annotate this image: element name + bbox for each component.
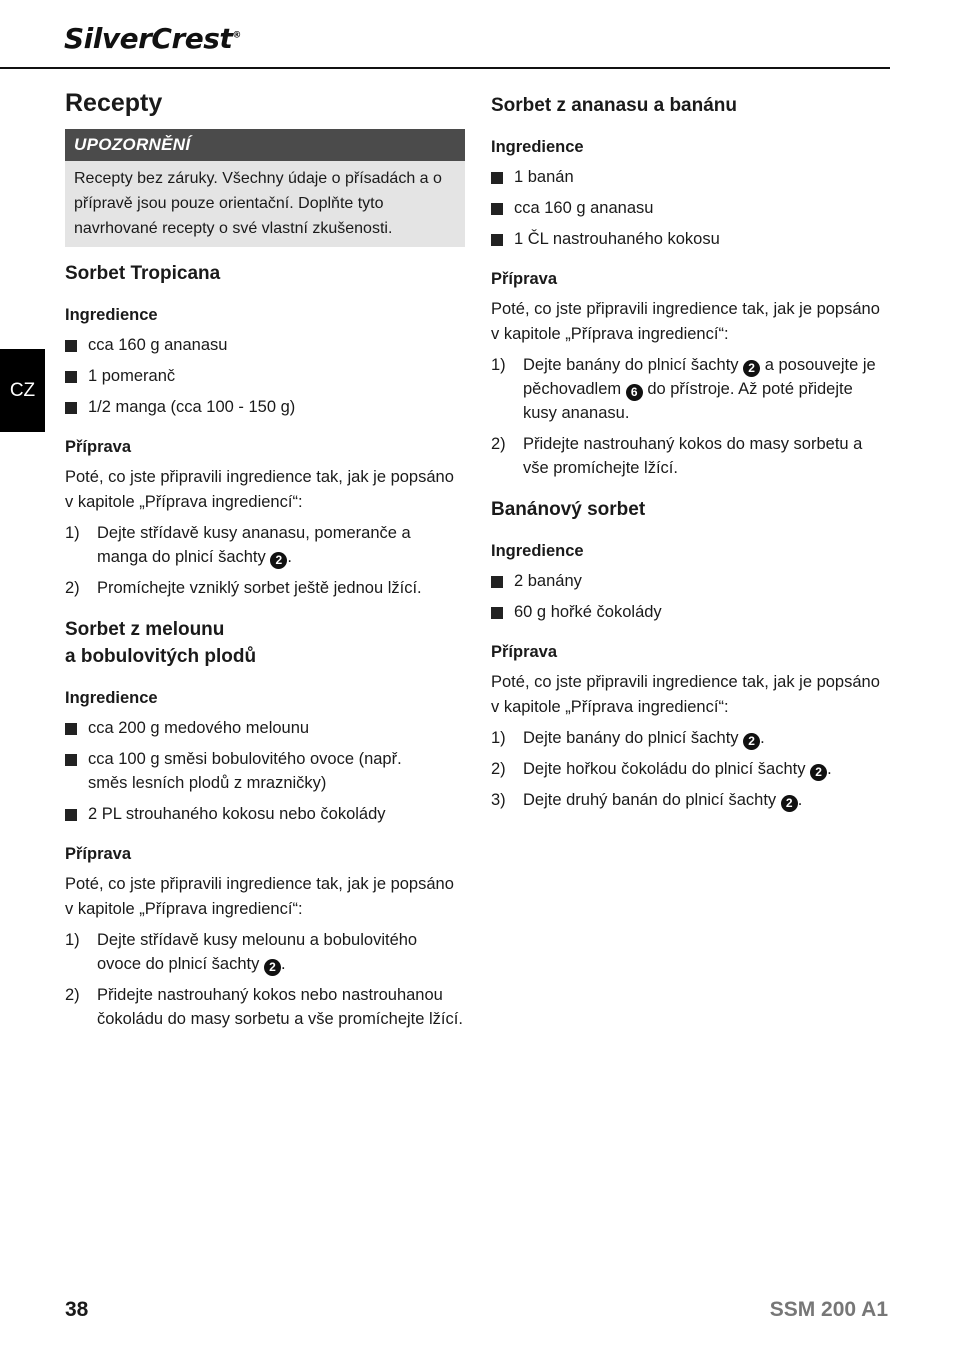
ingredient-list: [65, 716, 465, 826]
step-item: 1) Dejte banány do plnicí šachty 2 a posouvejte je pěchovadlem 6 do přístroje. Až poté přidejte kusy ananasu.: [491, 356, 876, 422]
square-bullet-icon: [491, 576, 503, 588]
step-item: 1) Dejte střídavě kusy ananasu, pomeranče a manga do plnicí šachty 2 .: [65, 524, 411, 568]
step-item: 2) Promíchejte vzniklý sorbet ještě jednou lžící.: [65, 579, 422, 598]
left-column: [65, 88, 465, 1038]
square-bullet-icon: [65, 340, 77, 352]
list-item: cca 160 g ananasu: [491, 196, 891, 220]
list-item: cca 160 g ananasu: [65, 333, 465, 357]
part-number-2-icon: 2: [743, 733, 760, 750]
page-number: 38: [65, 1298, 89, 1321]
preparation-intro: Poté, co jste připravili ingredience tak, jak je popsáno v kapitole „Příprava ingrediencí“:: [491, 673, 880, 716]
right-column: [491, 88, 891, 819]
preparation-heading: Příprava: [491, 270, 558, 288]
part-number-6-icon: 6: [626, 384, 643, 401]
list-item: 2 PL strouhaného kokosu nebo čokolády: [65, 802, 465, 826]
step-list: [491, 726, 891, 812]
recipe-title: Banánový sorbet: [491, 499, 646, 520]
silvercrest-logo: SilverCrest®: [64, 22, 241, 55]
preparation-intro: Poté, co jste připravili ingredience tak, jak je popsáno v kapitole „Příprava ingrediencí“:: [491, 300, 880, 343]
preparation-intro: Poté, co jste připravili ingredience tak, jak je popsáno v kapitole „Příprava ingrediencí“:: [65, 468, 454, 512]
recipe-title: Sorbet z ananasu a banánu: [491, 95, 737, 116]
preparation-heading: Příprava: [491, 643, 558, 661]
ingredient-list: [65, 333, 465, 419]
step-list: [65, 521, 465, 600]
part-number-2-icon: 2: [810, 764, 827, 781]
ingredients-heading: Ingredience: [65, 306, 158, 325]
square-bullet-icon: [65, 402, 77, 414]
ingredients-heading: Ingredience: [491, 542, 584, 560]
step-item: 1) Dejte střídavě kusy melounu a bobulovitého ovoce do plnicí šachty 2 .: [65, 931, 418, 975]
preparation-intro: Poté, co jste připravili ingredience tak, jak je popsáno v kapitole „Příprava ingrediencí“:: [65, 875, 454, 919]
square-bullet-icon: [491, 607, 503, 619]
recipe-title: Sorbet Tropicana: [65, 263, 221, 285]
step-item: 2) Přidejte nastrouhaný kokos do masy sorbetu a vše promíchejte lžící.: [491, 435, 863, 477]
model-number: SSM 200 A1: [769, 1298, 888, 1321]
language-tab: CZ: [0, 349, 45, 432]
header-rule: [0, 67, 890, 69]
preparation-heading: Příprava: [65, 438, 132, 457]
step-item: 3) Dejte druhý banán do plnicí šachty 2 .: [491, 791, 803, 810]
part-number-2-icon: 2: [270, 552, 287, 569]
square-bullet-icon: [65, 723, 77, 735]
recipe-title: Sorbet z melounu a bobulovitých plodů: [65, 619, 257, 668]
list-item: 1 pomeranč: [65, 364, 465, 388]
square-bullet-icon: [491, 203, 503, 215]
list-item: 60 g hořké čokolády: [491, 600, 891, 624]
list-item: 1 banán: [491, 165, 891, 189]
list-item: 1/2 manga (cca 100 - 150 g): [65, 395, 465, 419]
ingredient-list: [491, 165, 891, 251]
step-item: 2) Přidejte nastrouhaný kokos nebo nastrouhanou čokoládu do masy sorbetu a vše promíchejte lžící.: [65, 986, 463, 1029]
ingredient-list: [491, 569, 891, 624]
list-item: cca 200 g medového melounu: [65, 716, 465, 740]
list-item: 1 ČL nastrouhaného kokosu: [491, 227, 891, 251]
part-number-2-icon: 2: [781, 795, 798, 812]
square-bullet-icon: [65, 371, 77, 383]
square-bullet-icon: [491, 234, 503, 246]
square-bullet-icon: [491, 172, 503, 184]
list-item: cca 100 g směsi bobulovitého ovoce (např. směs lesních plodů z mrazničky): [65, 747, 465, 795]
step-list: [491, 353, 891, 480]
ingredients-heading: Ingredience: [491, 138, 584, 156]
step-item: 2) Dejte hořkou čokoládu do plnicí šachty 2 .: [491, 760, 832, 779]
step-list: [65, 928, 465, 1031]
page-title: Recepty: [65, 89, 163, 117]
square-bullet-icon: [65, 754, 77, 766]
preparation-heading: Příprava: [65, 845, 132, 864]
part-number-2-icon: 2: [743, 360, 760, 377]
list-item: 2 banány: [491, 569, 891, 593]
part-number-2-icon: 2: [264, 959, 281, 976]
notice-heading: UPOZORNĚNÍ: [65, 129, 465, 161]
notice-box: [65, 129, 465, 247]
notice-text: Recepty bez záruky. Všechny údaje o přísadách a o přípravě jsou pouze orientační. Doplňte tyto navrhované recepty o své vlastní zkušenosti.: [65, 161, 465, 247]
ingredients-heading: Ingredience: [65, 689, 158, 708]
square-bullet-icon: [65, 809, 77, 821]
step-item: 1) Dejte banány do plnicí šachty 2 .: [491, 729, 765, 748]
